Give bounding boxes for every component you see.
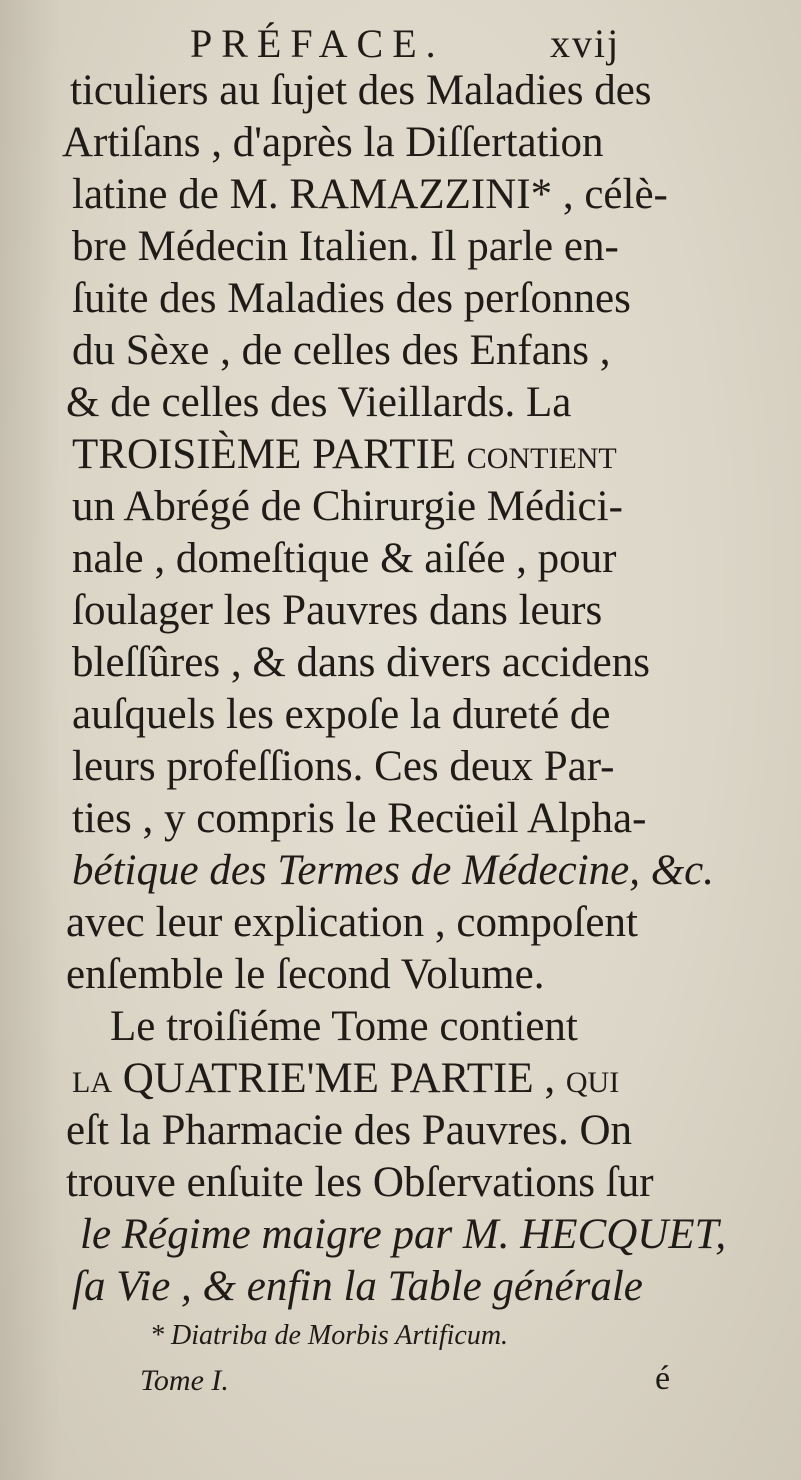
text-line: le Régime maigre par M. HECQUET, (80, 1211, 727, 1258)
signature-tome-label: Tome I. (140, 1364, 229, 1397)
text-line: latine de M. RAMAZZINI* , célè- (72, 171, 668, 218)
text-line: avec leur explication , compoſent (66, 899, 638, 946)
footnote: * Diatriba de Morbis Artificum. (150, 1320, 509, 1351)
text-line: ſuite des Maladies des perſonnes (72, 275, 631, 322)
text-line: ticuliers au ſujet des Maladies des (70, 67, 652, 114)
text-line: ties , y compris le Recüeil Alpha- (72, 795, 647, 842)
text-line: enſemble le ſecond Volume. (66, 951, 545, 998)
text-line: un Abrégé de Chirurgie Médici- (72, 483, 623, 530)
text-line: Artiſans , d'après la Diſſertation (62, 119, 604, 166)
text-line: la QUATRIE'ME PARTIE , qui (72, 1055, 620, 1102)
page-number: xvij (550, 21, 621, 66)
text-line: Le troiſiéme Tome contient (110, 1003, 578, 1050)
text-line: ſoulager les Pauvres dans leurs (72, 587, 603, 634)
text-line: ſa Vie , & enfin la Table générale (72, 1263, 643, 1310)
running-header (190, 22, 690, 66)
signature-letter: é (655, 1360, 671, 1397)
text-line: leurs profeſſions. Ces deux Par- (72, 743, 615, 790)
page-edge-shadow (0, 0, 60, 1480)
text-line: trouve enſuite les Obſervations ſur (66, 1159, 654, 1206)
text-line: du Sèxe , de celles des Enfans , (72, 327, 611, 374)
text-line: bre Médecin Italien. Il parle en- (72, 223, 619, 270)
text-line: nale , domeſtique & aiſée , pour (72, 535, 617, 582)
text-line: auſquels les expoſe la dureté de (72, 691, 611, 738)
running-title: PRÉFACE. (190, 21, 445, 66)
text-line: TROISIÈME PARTIE contient (72, 431, 617, 478)
text-line: bleſſûres , & dans divers accidens (72, 639, 650, 686)
text-line: & de celles des Vieillards. La (66, 379, 572, 426)
text-line: bétique des Termes de Médecine, &c. (72, 847, 715, 894)
text-line: eſt la Pharmacie des Pauvres. On (66, 1107, 632, 1154)
